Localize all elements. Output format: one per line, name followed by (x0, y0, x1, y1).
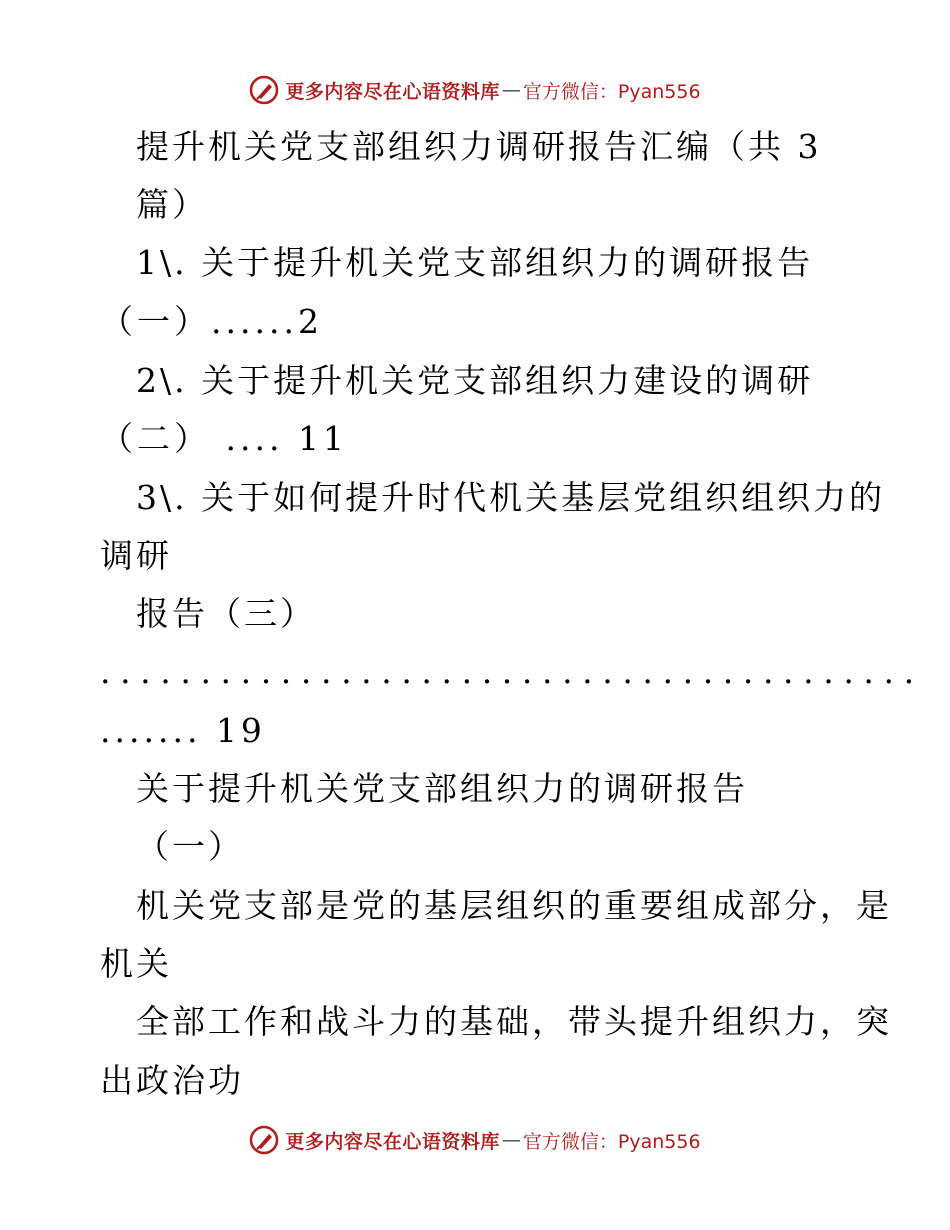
toc-item-3-page: ....... 19 (100, 711, 266, 750)
toc-item-3-leader-dots: ......................................... (100, 652, 924, 691)
doc-title-line2: 篇） (136, 185, 208, 224)
banner-text: 更多内容尽在心语资料库 (285, 80, 500, 103)
toc-item-2-line1: 2\. 关于提升机关党支部组织力建设的调研 (136, 361, 814, 400)
banner-wechat: 官方微信：Pyan556 (522, 1130, 701, 1153)
toc-item-1-line2: （一）......2 (100, 302, 323, 341)
toc-item-3-line1: 3\. 关于如何提升时代机关基层党组织组织力的 (136, 478, 886, 517)
body-paragraph-line1: 机关党支部是党的基层组织的重要组成部分，是 (136, 886, 892, 925)
body-paragraph-line2: 机关 (100, 944, 172, 983)
header-banner (0, 70, 950, 110)
banner-wechat: 官方微信：Pyan556 (522, 80, 701, 103)
toc-item-3-line2: 调研 (100, 536, 172, 575)
banner-separator: — (501, 79, 521, 101)
body-paragraph-line3: 全部工作和战斗力的基础，带头提升组织力，突 (136, 1002, 892, 1041)
doc-title-line1: 提升机关党支部组织力调研报告汇编（共 3 (136, 127, 822, 166)
toc-item-1-line1: 1\. 关于提升机关党支部组织力的调研报告 (136, 243, 814, 282)
banner-text: 更多内容尽在心语资料库 (285, 1130, 500, 1153)
pen-logo-icon (249, 1125, 279, 1155)
section-subtitle: （一） (136, 827, 244, 866)
pen-logo-icon (249, 75, 279, 105)
banner-separator: — (501, 1129, 521, 1151)
footer-banner (0, 1120, 950, 1160)
toc-item-3-line3: 报告（三） (136, 594, 316, 633)
body-paragraph-line4: 出政治功 (100, 1061, 244, 1100)
toc-item-2-line2: （二） .... 11 (100, 419, 348, 458)
section-title: 关于提升机关党支部组织力的调研报告 (136, 769, 748, 808)
